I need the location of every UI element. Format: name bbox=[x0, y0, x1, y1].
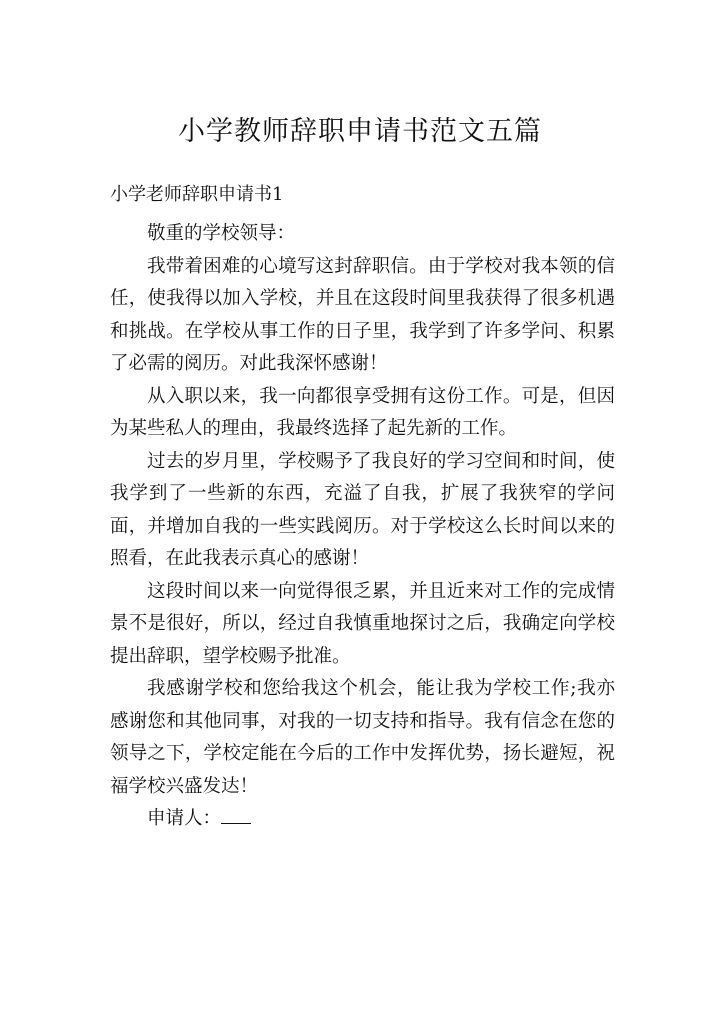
paragraph-5: 我感谢学校和您给我这个机会，能让我为学校工作;我亦感谢您和其他同事，对我的一切支持和指导。我有信念在您的领导之下，学校定能在今后的工作中发挥优势，扬长避短，祝福学校兴盛发达！ bbox=[110, 678, 615, 797]
document-title: 小学教师辞职申请书范文五篇 bbox=[178, 116, 542, 147]
signature-label: 申请人： bbox=[147, 808, 222, 829]
paragraph-4: 这段时间以来一向觉得很乏累，并且近来对工作的完成情景不是很好，所以，经过自我慎重地探讨之后，我确定向学校提出辞职，望学校赐予批准。 bbox=[110, 580, 615, 667]
paragraph-2: 从入职以来，我一向都很享受拥有这份工作。可是，但因为某些私人的理由，我最终选择了起先新的工作。 bbox=[110, 385, 615, 439]
signature-line bbox=[110, 803, 615, 836]
salutation: 敬重的学校领导： bbox=[147, 223, 296, 244]
paragraph-3: 过去的岁月里，学校赐予了我良好的学习空间和时间，使我学到了一些新的东西，充溢了自我，扩展了我狭窄的学问面，并增加自我的一些实践阅历。对于学校这么长时间以来的照看，在此我表示真心的感谢！ bbox=[110, 450, 615, 569]
signature-blank bbox=[221, 805, 251, 824]
paragraph-1: 我带着困难的心境写这封辞职信。由于学校对我本领的信任，使我得以加入学校，并且在这段时间里我获得了很多机遇和挑战。在学校从事工作的日子里，我学到了许多学问、积累了必需的阅历。对此我深怀感谢！ bbox=[110, 255, 615, 374]
section-heading: 小学老师辞职申请书1 bbox=[110, 184, 284, 205]
letter-body bbox=[110, 218, 615, 836]
